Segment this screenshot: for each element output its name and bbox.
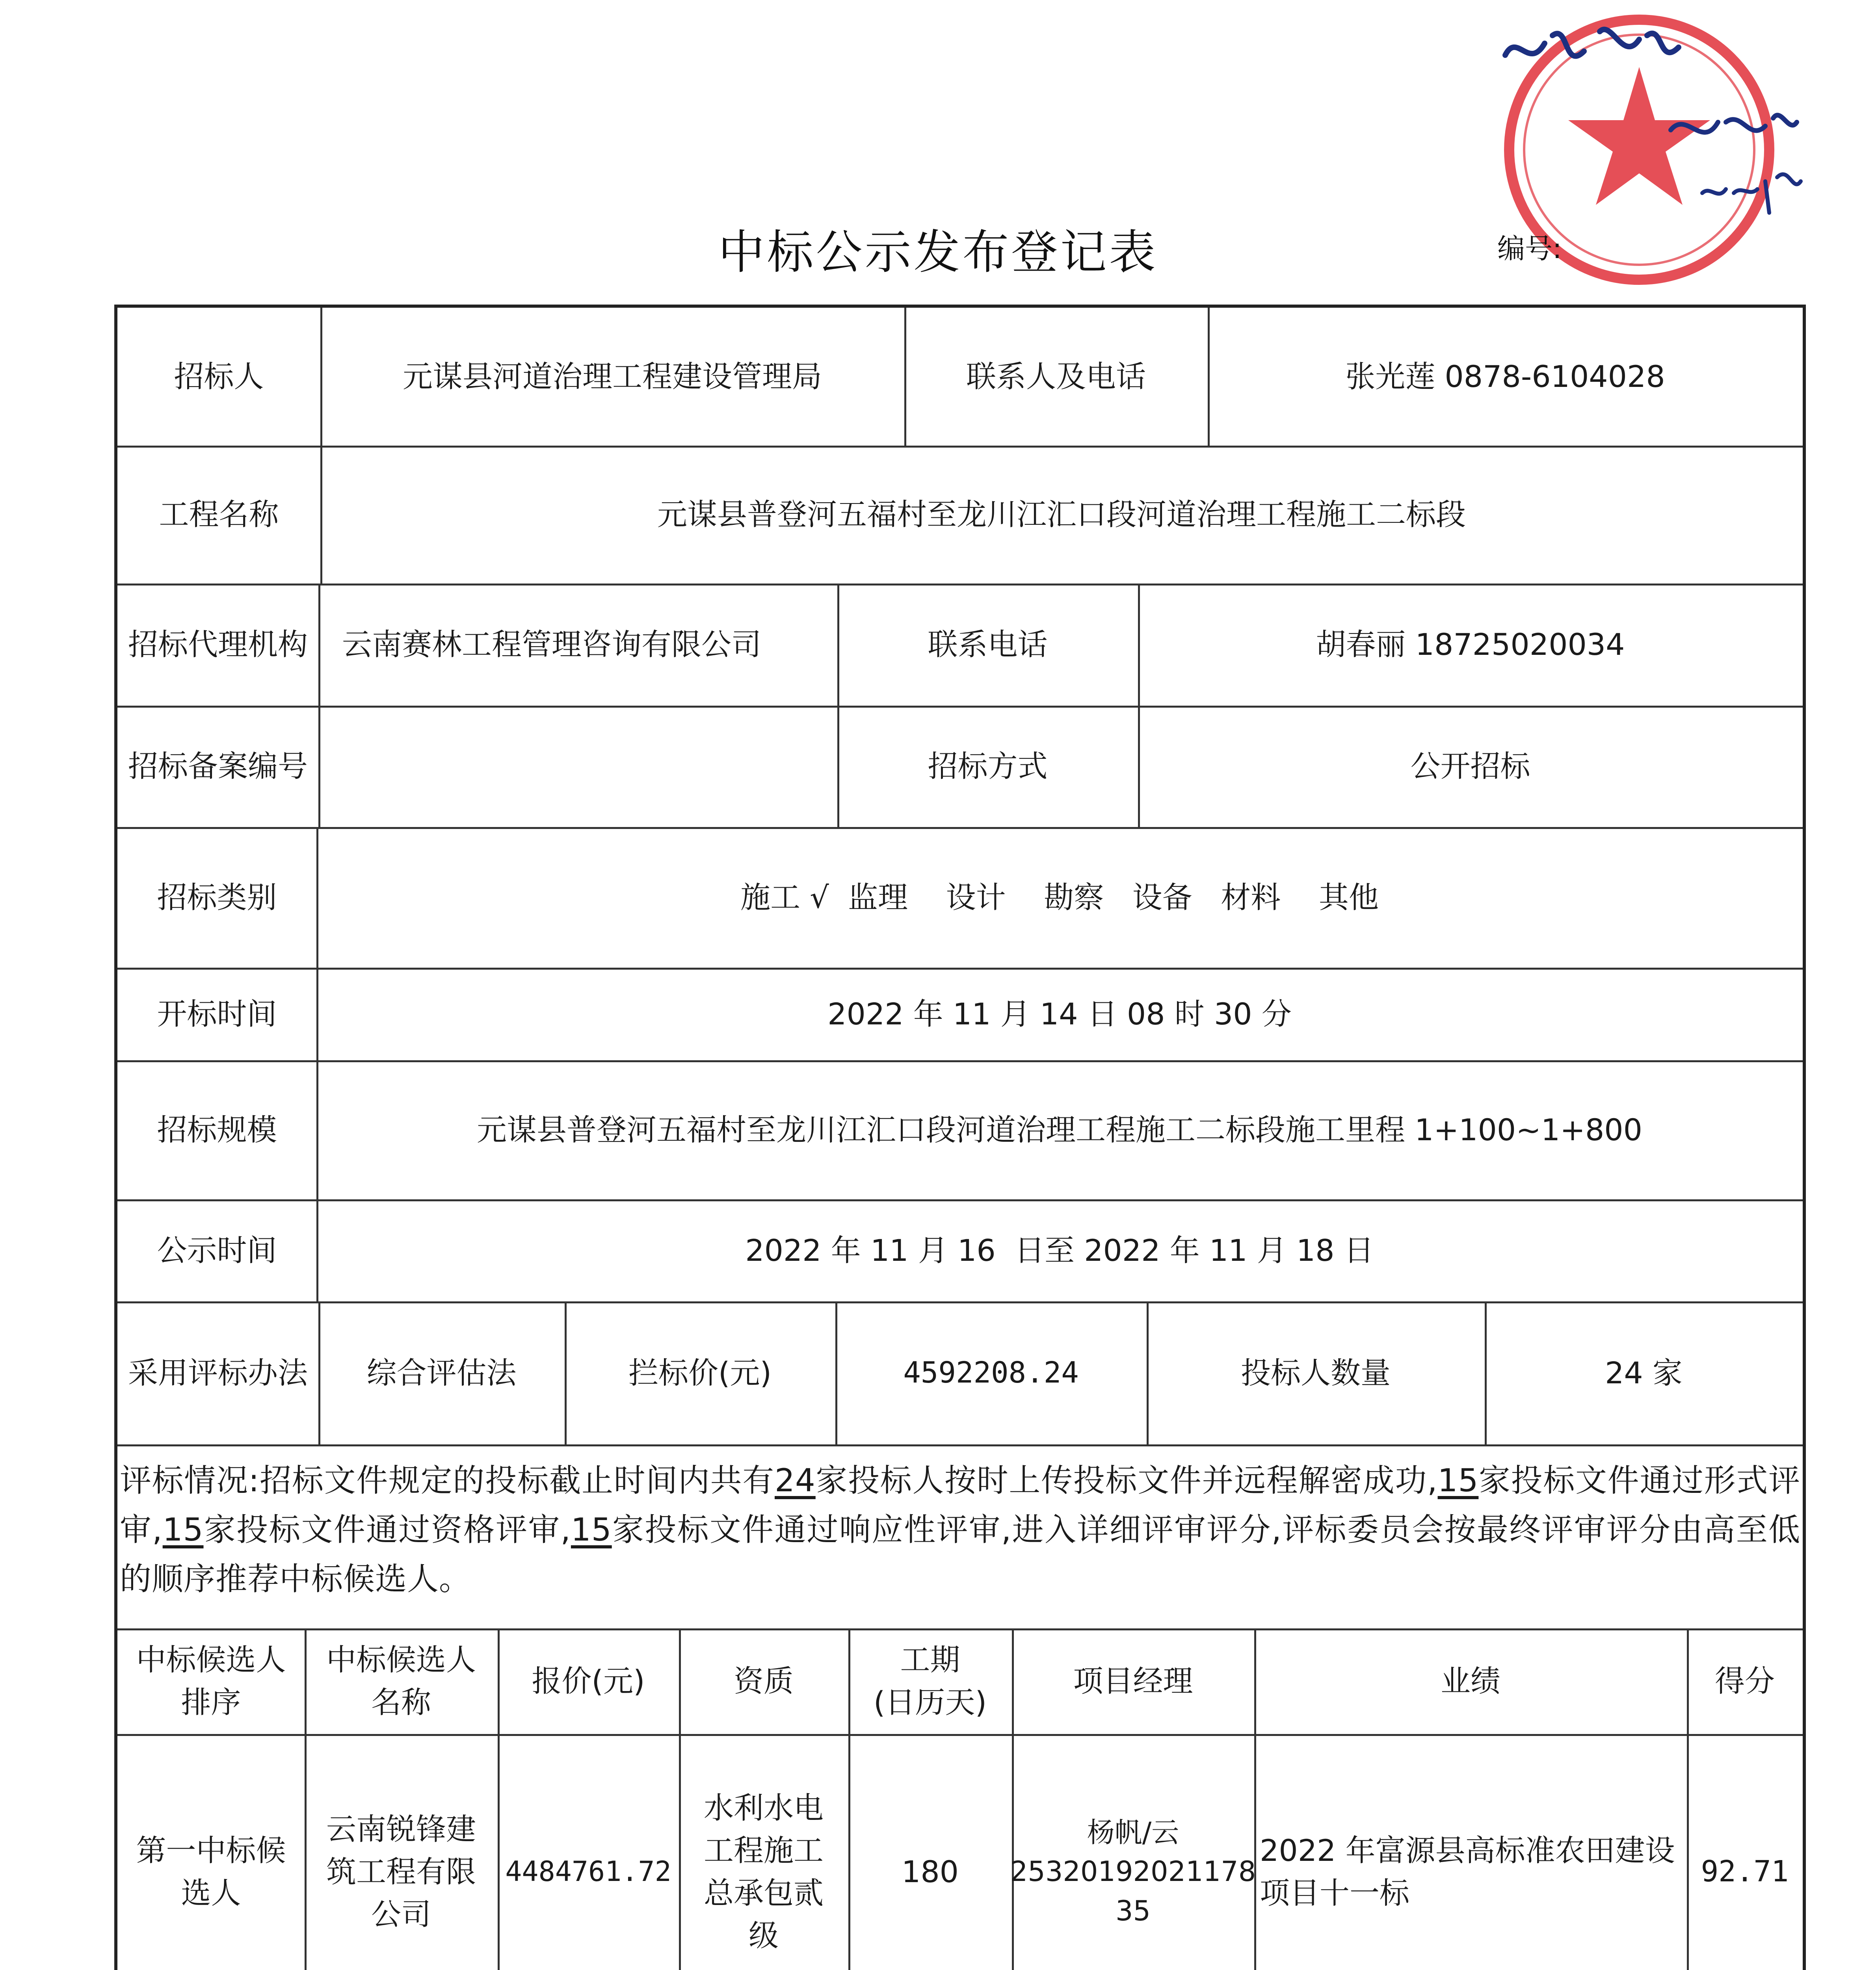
candidate-1-duration: 180 bbox=[901, 1854, 959, 1890]
record-label: 招标备案编号 bbox=[128, 749, 308, 784]
candidate-1-name: 云南锐锋建 筑工程有限 公司 bbox=[326, 1812, 476, 1932]
project-label: 工程名称 bbox=[159, 497, 279, 532]
tenderer-value: 元谋县河道治理工程建设管理局 bbox=[403, 359, 822, 394]
project-value: 元谋县普登河五福村至龙川江汇口段河道治理工程施工二标段 bbox=[657, 497, 1466, 532]
bidders-label: 投标人数量 bbox=[1241, 1355, 1391, 1390]
agency-value: 云南赛林工程管理咨询有限公司 bbox=[342, 627, 761, 662]
method-value: 公开招标 bbox=[1410, 749, 1530, 784]
scale-label: 招标规模 bbox=[157, 1112, 277, 1147]
open-time-label: 开标时间 bbox=[157, 996, 277, 1031]
candidate-1-manager: 杨帆/云 25320192021178 35 bbox=[1010, 1816, 1256, 1927]
evaluation-text: 评标情况:招标文件规定的投标截止时间内共有24家投标人按时上传投标文件并远程解密成功,15家投标文件通过形式评审,15家投标文件通过资格评审,15家投标文件通过响应性评审,进入详细评审评分,评标委员会按最终评审评分由高至低的顺序推荐中标候选人。 bbox=[120, 1462, 1801, 1597]
contact-label: 联系人及电话 bbox=[966, 359, 1146, 394]
ceiling-label: 拦标价(元) bbox=[628, 1355, 772, 1390]
candidate-1-rank: 第一中标候 选人 bbox=[136, 1833, 286, 1911]
col-header-name: 中标候选人 名称 bbox=[326, 1642, 476, 1720]
method-label: 招标方式 bbox=[928, 749, 1048, 784]
registration-form bbox=[114, 305, 1806, 1970]
col-header-duration: 工期 (日历天) bbox=[873, 1642, 987, 1720]
publicity-value: 2022 年 11 月 16 日至 2022 年 11 月 18 日 bbox=[745, 1232, 1374, 1268]
ceiling-value: 4592208.24 bbox=[903, 1355, 1079, 1390]
agency-phone-label: 联系电话 bbox=[928, 627, 1048, 662]
col-header-rank: 中标候选人 排序 bbox=[136, 1642, 286, 1720]
publicity-label: 公示时间 bbox=[157, 1232, 277, 1268]
col-header-performance: 业绩 bbox=[1441, 1663, 1500, 1699]
agency-phone-value: 胡春丽 18725020034 bbox=[1316, 627, 1625, 662]
scale-value: 元谋县普登河五福村至龙川江汇口段河道治理工程施工二标段施工里程 1+100~1+800 bbox=[476, 1112, 1643, 1147]
category-value: 施工 √ 监理 设计 勘察 设备 材料 其他 bbox=[740, 879, 1379, 915]
record-value bbox=[318, 706, 837, 827]
col-header-qualification: 资质 bbox=[734, 1663, 794, 1699]
open-time-value: 2022 年 11 月 14 日 08 时 30 分 bbox=[827, 996, 1292, 1031]
eval-method-label: 采用评标办法 bbox=[128, 1355, 308, 1390]
col-header-price: 报价(元) bbox=[532, 1663, 645, 1699]
candidate-1-price: 4484761.72 bbox=[505, 1855, 671, 1888]
candidate-1-performance: 2022 年富源县高标准农田建设项目十一标 bbox=[1260, 1833, 1675, 1911]
bidders-value: 24 家 bbox=[1605, 1355, 1683, 1390]
col-header-score: 得分 bbox=[1715, 1663, 1775, 1699]
category-label: 招标类别 bbox=[157, 879, 277, 915]
document-title: 中标公示发布登记表 bbox=[718, 225, 1158, 279]
agency-label: 招标代理机构 bbox=[128, 627, 308, 662]
number-label: 编号: bbox=[1497, 232, 1562, 265]
col-header-manager: 项目经理 bbox=[1073, 1663, 1193, 1699]
eval-method-value: 综合评估法 bbox=[366, 1355, 517, 1390]
candidate-1-qualification: 水利水电 工程施工 总承包贰 级 bbox=[704, 1790, 824, 1953]
contact-value: 张光莲 0878-6104028 bbox=[1345, 359, 1665, 394]
tenderer-label: 招标人 bbox=[174, 359, 264, 394]
candidate-1-score: 92.71 bbox=[1701, 1855, 1789, 1889]
